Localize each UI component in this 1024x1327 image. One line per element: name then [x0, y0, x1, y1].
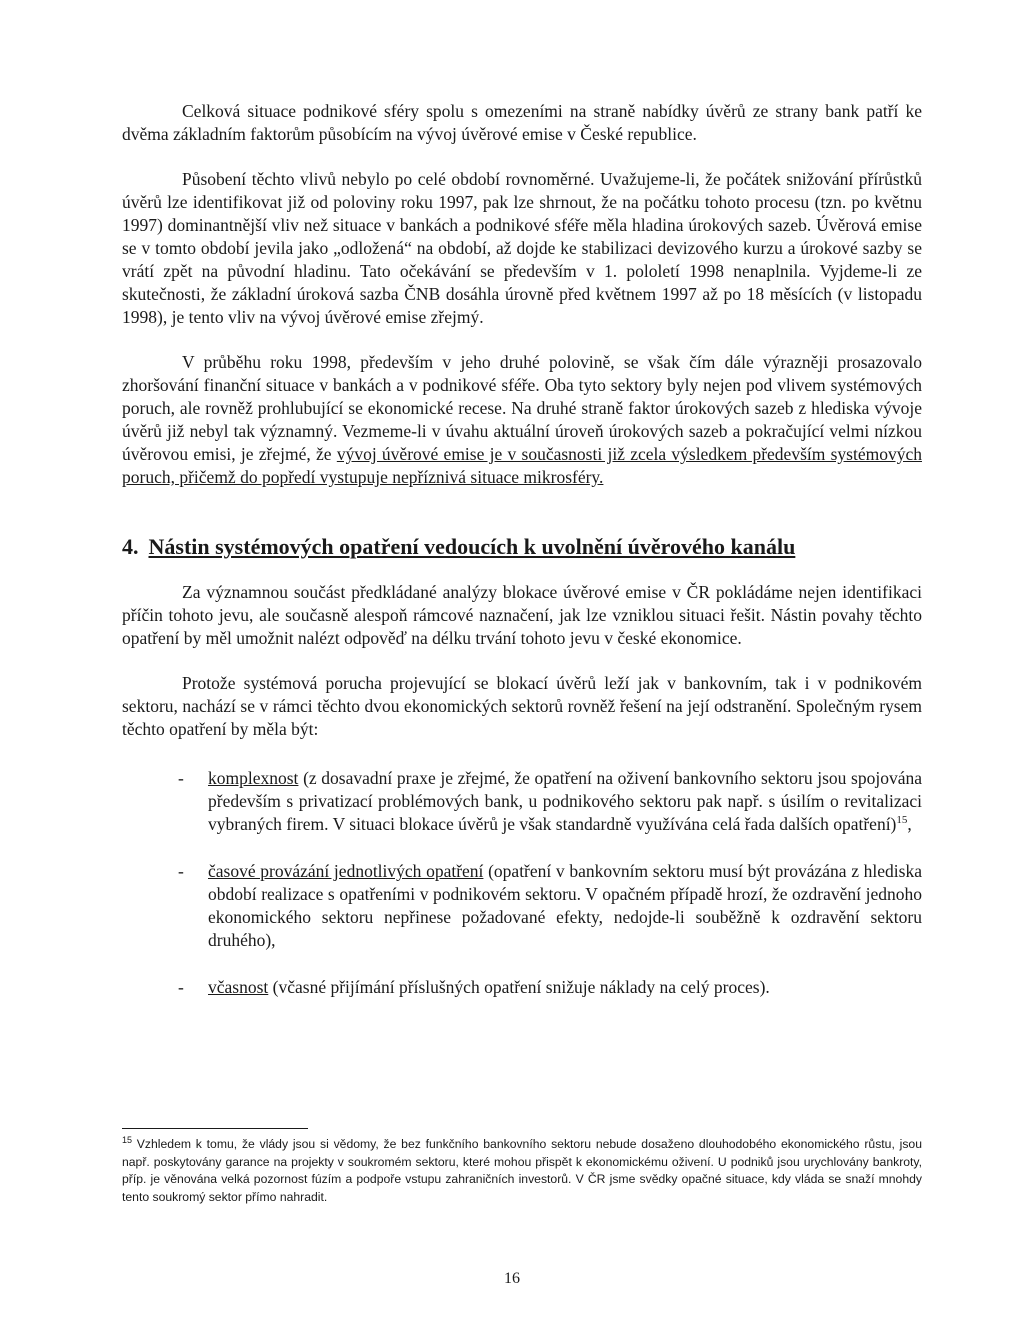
list-item-term: časové provázání jednotlivých opatření	[208, 861, 484, 881]
footnote-separator	[122, 1128, 308, 1129]
section-number: 4.	[122, 534, 139, 559]
list-item-text: (z dosavadní praxe je zřejmé, že opatření na oživení bankovního sektoru jsou spojována především s privatizací problémových bank, u podnikového sektoru pak např. s úsilím o revitalizaci vybraných firem. V situaci blokace úvěrů je však standardně využívána celá řada dalších opatření)	[208, 768, 922, 834]
page-body	[122, 100, 922, 1023]
footnote	[122, 1136, 922, 1206]
list-dash: -	[178, 768, 184, 788]
list-dash: -	[178, 861, 184, 881]
list-item-tail: ,	[907, 814, 912, 834]
page-number: 16	[504, 1270, 520, 1287]
list-item-text: (opatření v bankovním sektoru musí být provázána z hlediska období realizace s opatřeními v podnikovém sektoru. V opačném případě hrozí, že ozdravění jednoho ekonomického sektoru nepřinese požadované efekty, nedojde-li souběžně k ozdravění sektoru druhého),	[208, 861, 922, 950]
section-heading	[122, 533, 922, 561]
underlined-conclusion: vývoj úvěrové emise je v současnosti již zcela výsledkem především systémových poruch, přičemž do popředí vystupuje nepříznivá situace mikrosféry.	[122, 444, 922, 487]
footnote-marker: 15	[122, 1134, 133, 1145]
list-dash: -	[178, 977, 184, 997]
list-item	[122, 976, 922, 999]
bullet-list	[122, 767, 922, 999]
paragraph: Za významnou součást předkládané analýzy blokace úvěrové emise v ČR pokládáme nejen identifikaci příčin tohoto jevu, ale současně alespoň rámcové naznačení, jak lze vzniklou situaci řešit. Nástin povahy těchto opatření by měl umožnit nalézt odpověď na délku trvání tohoto jevu v české ekonomice.	[122, 582, 922, 648]
list-item	[122, 860, 922, 952]
paragraph	[122, 351, 922, 489]
footnote-reference[interactable]: 15	[896, 814, 908, 827]
paragraph-text: V průběhu roku 1998, především v jeho druhé polovině, se však čím dále výrazněji prosazovalo zhoršování finanční situace v bankách a v podnikové sféře. Oba tyto sektory byly nejen pod vlivem systémových poruch, ale rovněž prohlubující se ekonomické recese. Na druhé straně faktor úrokových sazeb z hlediska vývoje úvěrů již nebyl tak významný. Vezmeme-li v úvahu aktuální úroveň úrokových sazeb a pokračující velmi nízkou úvěrovou emisi, je zřejmé, že	[122, 352, 922, 464]
list-item-term: komplexnost	[208, 768, 299, 788]
paragraph: Působení těchto vlivů nebylo po celé období rovnoměrné. Uvažujeme-li, že počátek snižování přírůstků úvěrů lze identifikovat již od poloviny roku 1997, pak lze shrnout, že na počátku tohoto procesu (tzn. po květnu 1997) dominantnější vliv než situace v bankách a podnikové sféře měla hladina úrokových sazeb. Úvěrová emise se v tomto období jevila jako „odložená“ na období, až dojde ke stabilizaci devizového kurzu a úrokové sazby se vrátí zpět na původní hladinu. Tato očekávání se především v 1. pololetí 1998 nenaplnila. Vyjdeme-li ze skutečnosti, že základní úroková sazba ČNB dosáhla úrovně před květnem 1997 až po 18 měsících (v listopadu 1998), je tento vliv na vývoj úvěrové emise zřejmý.	[122, 169, 922, 327]
list-item-term: včasnost	[208, 977, 269, 997]
list-item	[122, 767, 922, 836]
paragraph: Protože systémová porucha projevující se blokací úvěrů leží jak v bankovním, tak i v podnikovém sektoru, nachází se v rámci těchto dvou ekonomických sektorů rovněž řešení na její odstranění. Společným rysem těchto opatření by měla být:	[122, 673, 922, 739]
list-item-text: (včasné přijímání příslušných opatření snižuje náklady na celý proces).	[268, 977, 770, 997]
section-title: Nástin systémových opatření vedoucích k uvolnění úvěrového kanálu	[148, 534, 796, 559]
paragraph: Celková situace podnikové sféry spolu s omezeními na straně nabídky úvěrů ze strany bank patří ke dvěma základním faktorům působícím na vývoj úvěrové emise v České republice.	[122, 101, 922, 144]
footnote-text: Vzhledem k tomu, že vlády jsou si vědomy, že bez funkčního bankovního sektoru nebude dosaženo dlouhodobého ekonomického růstu, jsou např. poskytovány garance na projekty v soukromém sektoru, které mohou přispět k ekonomickému oživení. U podniků jsou urychlovány bankroty, příp. je věnována velká pozornost fúzím a podpoře vstupu zahraničních investorů. V ČR jsme svědky opačné situace, kdy vláda se snaží mnohdy tento soukromý sektor přímo nahradit.	[122, 1137, 922, 1204]
